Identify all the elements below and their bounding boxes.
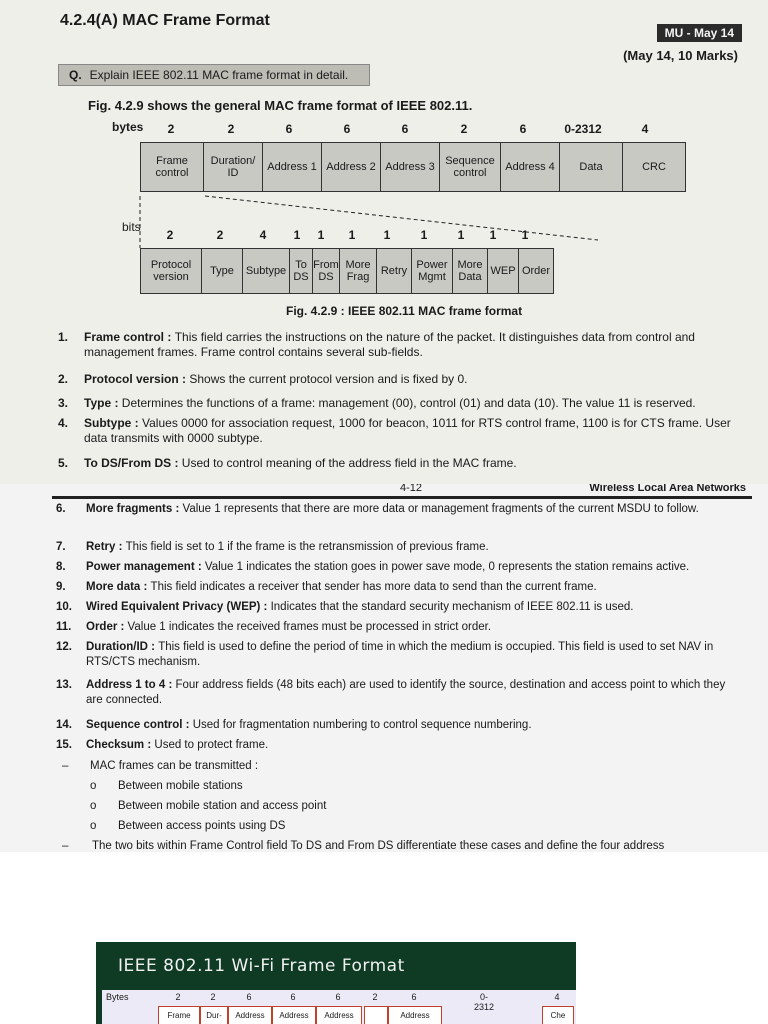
dash-item-text: MAC frames can be transmitted : xyxy=(90,760,259,772)
slide-field: Dur- xyxy=(200,1006,228,1024)
item-term: Sequence control : xyxy=(86,719,193,731)
item-text: Order : Value 1 indicates the received frames must be processed in strict order. xyxy=(86,621,492,633)
frame-field: Address 1 xyxy=(263,143,322,191)
bullet-text: Between mobile stations xyxy=(118,780,243,792)
list-item xyxy=(56,738,736,753)
item-text: Power management : Value 1 indicates the station goes in power save mode, 0 represents the station remains active. xyxy=(86,561,690,573)
list-item xyxy=(56,600,736,615)
frame-control-field: Order xyxy=(521,265,551,277)
frame-control-field: More Frag xyxy=(340,249,377,293)
list-item xyxy=(56,718,736,733)
item-number: 14. xyxy=(56,719,72,731)
bit-size: 1 xyxy=(317,228,325,242)
textbook-page-bottom xyxy=(0,484,768,852)
bullet-mark: o xyxy=(90,780,97,792)
slide-byte-size: 2 xyxy=(210,992,216,1002)
byte-size: 0-2312 xyxy=(564,122,602,136)
item-text: Type : Determines the functions of a frame: management (00), control (01) and data (10). The value 11 is reserved. xyxy=(84,396,696,410)
item-text: More data : This field indicates a receiver that sender has more data to send than the current frame. xyxy=(86,581,597,593)
frame-field: Duration/ ID xyxy=(204,143,263,191)
byte-size: 2 xyxy=(167,122,175,136)
frame-field: Address 4 xyxy=(501,143,560,191)
item-term: Power management : xyxy=(86,561,205,573)
header-rule xyxy=(52,496,752,499)
frame-control-field: Type xyxy=(202,249,243,293)
item-number: 6. xyxy=(56,503,66,515)
list-item xyxy=(58,372,738,387)
frame-field: Sequence control xyxy=(440,143,501,191)
list-item xyxy=(58,396,738,411)
dash-item xyxy=(62,760,258,772)
item-text: Subtype : Values 0000 for association request, 1000 for beacon, 1011 for RTS control frame, 1100 is for CTS frame. User data transmits with 0000 subtype. xyxy=(84,416,731,445)
item-text: Frame control : This field carries the instructions on the nature of the packet. It distinguishes data from control and management frames. Frame control contains several sub-fields. xyxy=(84,330,695,359)
item-term: Wired Equivalent Privacy (WEP) : xyxy=(86,601,271,613)
expansion-lines xyxy=(0,0,768,484)
bullet-item xyxy=(90,820,285,832)
slide-bytes-label: Bytes xyxy=(106,992,129,1002)
item-number: 13. xyxy=(56,679,72,691)
frame-control-field: Power Mgmt xyxy=(412,249,453,293)
item-text: Protocol version : Shows the current protocol version and is fixed by 0. xyxy=(84,372,468,386)
figure-caption: Fig. 4.2.9 : IEEE 802.11 MAC frame format xyxy=(286,304,523,318)
figure-intro: Fig. 4.2.9 shows the general MAC frame format of IEEE 802.11. xyxy=(88,98,473,113)
byte-size: 2 xyxy=(227,122,235,136)
slide-byte-size: 6 xyxy=(246,992,252,1002)
item-text: Sequence control : Used for fragmentation numbering to control sequence numbering. xyxy=(86,719,532,731)
item-term: Duration/ID : xyxy=(86,641,159,653)
item-number: 5. xyxy=(58,456,69,470)
item-term: More data : xyxy=(86,581,151,593)
list-item xyxy=(58,456,738,471)
item-number: 10. xyxy=(56,601,72,613)
frame-field: Address 2 xyxy=(322,143,381,191)
item-term: Address 1 to 4 : xyxy=(86,679,176,691)
list-item xyxy=(56,502,736,517)
running-head-title: Wireless Local Area Networks xyxy=(589,484,746,494)
item-number: 12. xyxy=(56,641,72,653)
slide-field xyxy=(364,1006,388,1024)
item-text: Address 1 to 4 : Four address fields (48 bits each) are used to identify the source, destination and access point to which they are connected. xyxy=(86,679,726,706)
slide-byte-size: 2 xyxy=(372,992,378,1002)
bullet-mark: o xyxy=(90,800,97,812)
list-item xyxy=(56,678,736,708)
list-item xyxy=(56,560,736,575)
list-item xyxy=(58,330,738,360)
list-item xyxy=(56,580,736,595)
textbook-page-top xyxy=(0,0,768,484)
list-item xyxy=(56,620,736,635)
page-number: 4-12 xyxy=(400,484,423,494)
item-number: 7. xyxy=(56,541,66,553)
bit-size: 1 xyxy=(293,228,301,242)
bit-size: 2 xyxy=(166,228,174,242)
section-title: 4.2.4(A) MAC Frame Format xyxy=(60,12,270,29)
item-term: Protocol version : xyxy=(84,372,190,386)
last-line xyxy=(62,840,762,852)
bit-size: 1 xyxy=(348,228,356,242)
slide-byte-size: 4 xyxy=(554,992,560,1002)
slide-field: Address xyxy=(228,1006,272,1024)
bullet-item xyxy=(90,800,326,812)
slide-field: Address xyxy=(316,1006,362,1024)
item-number: 8. xyxy=(56,561,66,573)
item-text: Duration/ID : This field is used to define the period of time in which the medium is occupied. This field is used to set NAV in RTS/CTS mechanism. xyxy=(86,641,714,668)
running-header xyxy=(52,484,752,496)
frame-control-field: WEP xyxy=(488,249,519,293)
item-text: Retry : This field is set to 1 if the frame is the retransmission of previous frame. xyxy=(86,541,489,553)
slide-photo-area xyxy=(0,852,768,1024)
marks-label: (May 14, 10 Marks) xyxy=(623,48,738,63)
item-term: Type : xyxy=(84,396,122,410)
bullet-mark: o xyxy=(90,820,97,832)
frame-control-field: Protocol version xyxy=(141,249,202,293)
frame-control-table xyxy=(140,248,554,294)
dash-mark: – xyxy=(62,840,69,852)
bit-size: 1 xyxy=(420,228,428,242)
bullet-item xyxy=(90,780,243,792)
item-number: 11. xyxy=(56,621,72,633)
slide-field: Che xyxy=(542,1006,574,1024)
question-text: Explain IEEE 802.11 MAC frame format in detail. xyxy=(89,68,349,82)
item-text: More fragments : Value 1 represents that there are more data or management fragments of the current MSDU to follow. xyxy=(86,503,699,515)
frame-field: Data xyxy=(560,143,623,191)
item-text: Wired Equivalent Privacy (WEP) : Indicates that the standard security mechanism of IEEE 802.11 is used. xyxy=(86,601,634,613)
bullet-text: Between access points using DS xyxy=(118,820,286,832)
slide-byte-size: 6 xyxy=(411,992,417,1002)
slide-field: Address xyxy=(388,1006,442,1024)
item-text: Checksum : Used to protect frame. xyxy=(86,739,269,751)
bit-size: 1 xyxy=(457,228,465,242)
slide-byte-size: 6 xyxy=(335,992,341,1002)
bit-size: 2 xyxy=(216,228,224,242)
frame-control-field: To DS xyxy=(290,249,313,293)
item-number: 4. xyxy=(58,416,69,430)
slide-byte-size: 0-2312 xyxy=(473,992,495,1012)
bullet-text: Between mobile station and access point xyxy=(118,800,327,812)
byte-size: 6 xyxy=(401,122,409,136)
bit-size: 1 xyxy=(489,228,497,242)
item-term: Subtype : xyxy=(84,416,143,430)
slide-field: Address xyxy=(272,1006,316,1024)
slide-frame-strip xyxy=(102,990,576,1024)
list-item xyxy=(56,540,736,555)
item-number: 1. xyxy=(58,330,69,344)
bits-label: bits xyxy=(122,220,141,234)
slide-byte-size: 6 xyxy=(290,992,296,1002)
item-term: Order : xyxy=(86,621,128,633)
item-number: 15. xyxy=(56,739,72,751)
wifi-frame-slide xyxy=(96,942,576,1024)
slide-field: Frame xyxy=(158,1006,200,1024)
byte-size: 2 xyxy=(460,122,468,136)
slide-byte-size: 2 xyxy=(175,992,181,1002)
list-item xyxy=(56,640,736,670)
dash-mark: – xyxy=(62,760,69,772)
list-item xyxy=(58,416,738,446)
frame-field: Address 3 xyxy=(381,143,440,191)
frame-control-field: Retry xyxy=(377,249,412,293)
item-term: Retry : xyxy=(86,541,126,553)
exam-tag: MU - May 14 xyxy=(657,24,742,42)
item-term: Checksum : xyxy=(86,739,155,751)
frame-control-field: From DS xyxy=(313,249,340,293)
frame-field: Frame control xyxy=(141,143,204,191)
slide-title: IEEE 802.11 Wi-Fi Frame Format xyxy=(118,956,405,976)
byte-size: 4 xyxy=(641,122,649,136)
last-line-text: The two bits within Frame Control field To DS and From DS differentiate these cases and define the four address xyxy=(92,840,665,852)
item-number: 3. xyxy=(58,396,69,410)
byte-size: 6 xyxy=(519,122,527,136)
bit-size: 4 xyxy=(259,228,267,242)
bytes-label: bytes xyxy=(112,120,144,134)
item-term: To DS/From DS : xyxy=(84,456,182,470)
item-number: 9. xyxy=(56,581,66,593)
item-term: More fragments : xyxy=(86,503,183,515)
bit-size: 1 xyxy=(383,228,391,242)
frame-control-field: Subtype xyxy=(243,249,290,293)
item-number: 2. xyxy=(58,372,69,386)
frame-field: CRC xyxy=(642,161,666,173)
frame-control-field: More Data xyxy=(453,249,488,293)
item-text: To DS/From DS : Used to control meaning of the address field in the MAC frame. xyxy=(84,456,517,470)
bit-size: 1 xyxy=(521,228,529,242)
byte-size: 6 xyxy=(285,122,293,136)
question-label: Q. xyxy=(69,68,82,82)
item-term: Frame control : xyxy=(84,330,175,344)
byte-size: 6 xyxy=(343,122,351,136)
